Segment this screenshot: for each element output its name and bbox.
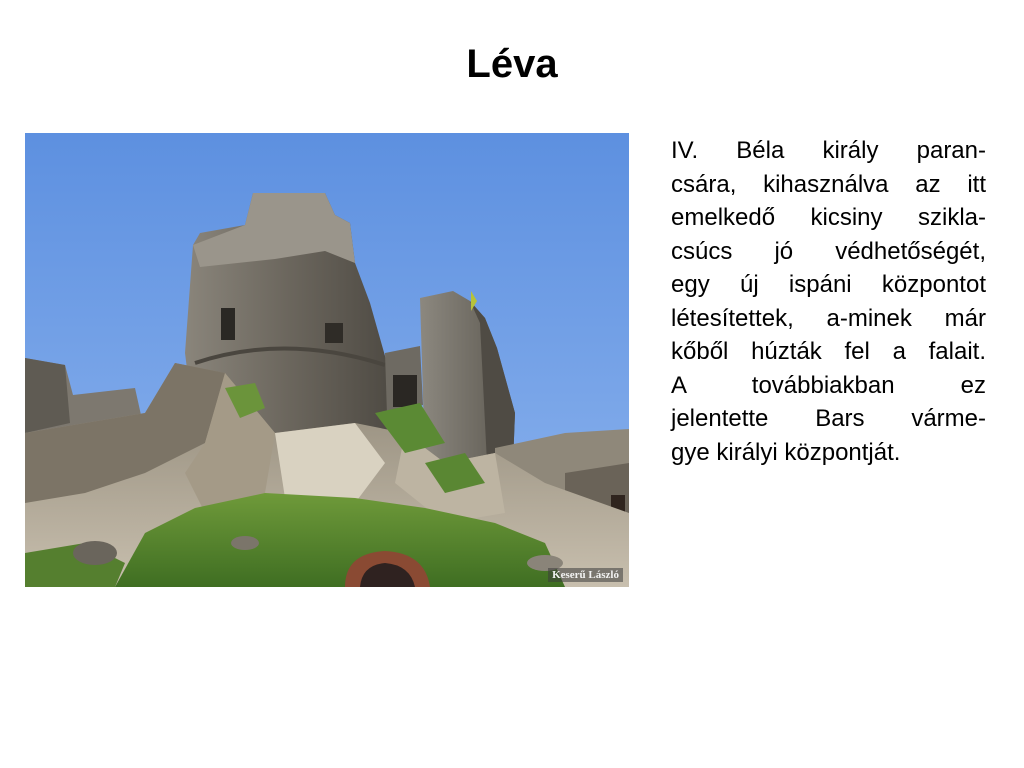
castle-photo bbox=[25, 133, 629, 587]
paragraph-line: csúcs jó védhetőségét, bbox=[671, 237, 986, 265]
paragraph-line: csára, kihasználva az itt bbox=[671, 170, 986, 198]
paragraph-line: A továbbiakban ez bbox=[671, 371, 986, 399]
photo-credit: Keserű László bbox=[548, 568, 623, 582]
slide-title: Léva bbox=[466, 42, 558, 86]
paragraph-line: létesítettek, a-minek már bbox=[671, 304, 986, 332]
paragraph bbox=[671, 134, 986, 469]
paragraph-line: jelentette Bars várme- bbox=[671, 405, 986, 432]
paragraph-line: IV. Béla király paran- bbox=[671, 137, 986, 164]
paragraph-line: gye királyi központját. bbox=[671, 438, 901, 466]
paragraph-line: kőből húzták fel a falait. bbox=[671, 338, 986, 365]
castle-illustration bbox=[25, 133, 629, 587]
paragraph-line: emelkedő kicsiny szikla- bbox=[671, 204, 986, 231]
paragraph-line: egy új ispáni központot bbox=[671, 271, 986, 298]
